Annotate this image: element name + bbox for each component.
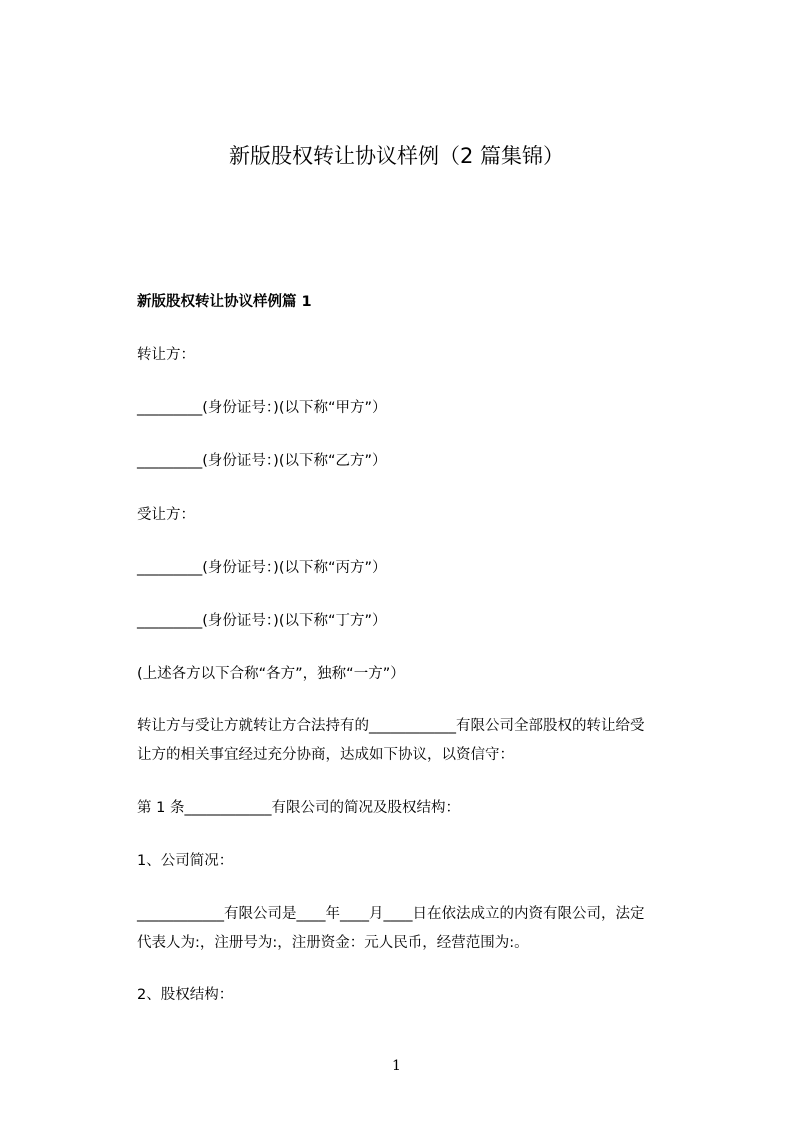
- intro-line-2: 让方的相关事宜经过充分协商，达成如下协议，以资信守：: [137, 747, 514, 763]
- company-line-1: ____________有限公司是____年____月____日在依法成立的内资有限公司，法定: [137, 906, 645, 922]
- page-number: 1: [392, 1058, 401, 1074]
- company-paragraph: [137, 900, 697, 958]
- section-heading: 新版股权转让协议样例篇 1: [137, 294, 312, 310]
- transferee-label: 受让方：: [137, 507, 195, 523]
- article-1-heading: 第 1 条____________有限公司的简况及股权结构：: [137, 800, 460, 816]
- company-line-2: 代表人为:，注册号为:，注册资金：元人民币，经营范围为:。: [137, 935, 529, 951]
- intro-line-1: 转让方与受让方就转让方合法持有的____________有限公司全部股权的转让给受: [137, 718, 645, 734]
- transferor-label: 转让方：: [137, 347, 195, 363]
- party-d-line: _________(身份证号：)(以下称“丁方”）: [137, 613, 387, 629]
- party-c-line: _________(身份证号：)(以下称“丙方”）: [137, 560, 387, 576]
- item-2-equity-structure: 2、股权结构：: [137, 987, 234, 1003]
- intro-paragraph: [137, 712, 697, 770]
- party-a-line: _________(身份证号：)(以下称“甲方”）: [137, 400, 387, 416]
- document-title: 新版股权转让协议样例（2 篇集锦）: [228, 144, 565, 168]
- party-b-line: _________(身份证号：)(以下称“乙方”）: [137, 453, 387, 469]
- collective-note: (上述各方以下合称“各方”，独称“一方”）: [137, 666, 405, 682]
- item-1-company-overview: 1、公司简况：: [137, 853, 234, 869]
